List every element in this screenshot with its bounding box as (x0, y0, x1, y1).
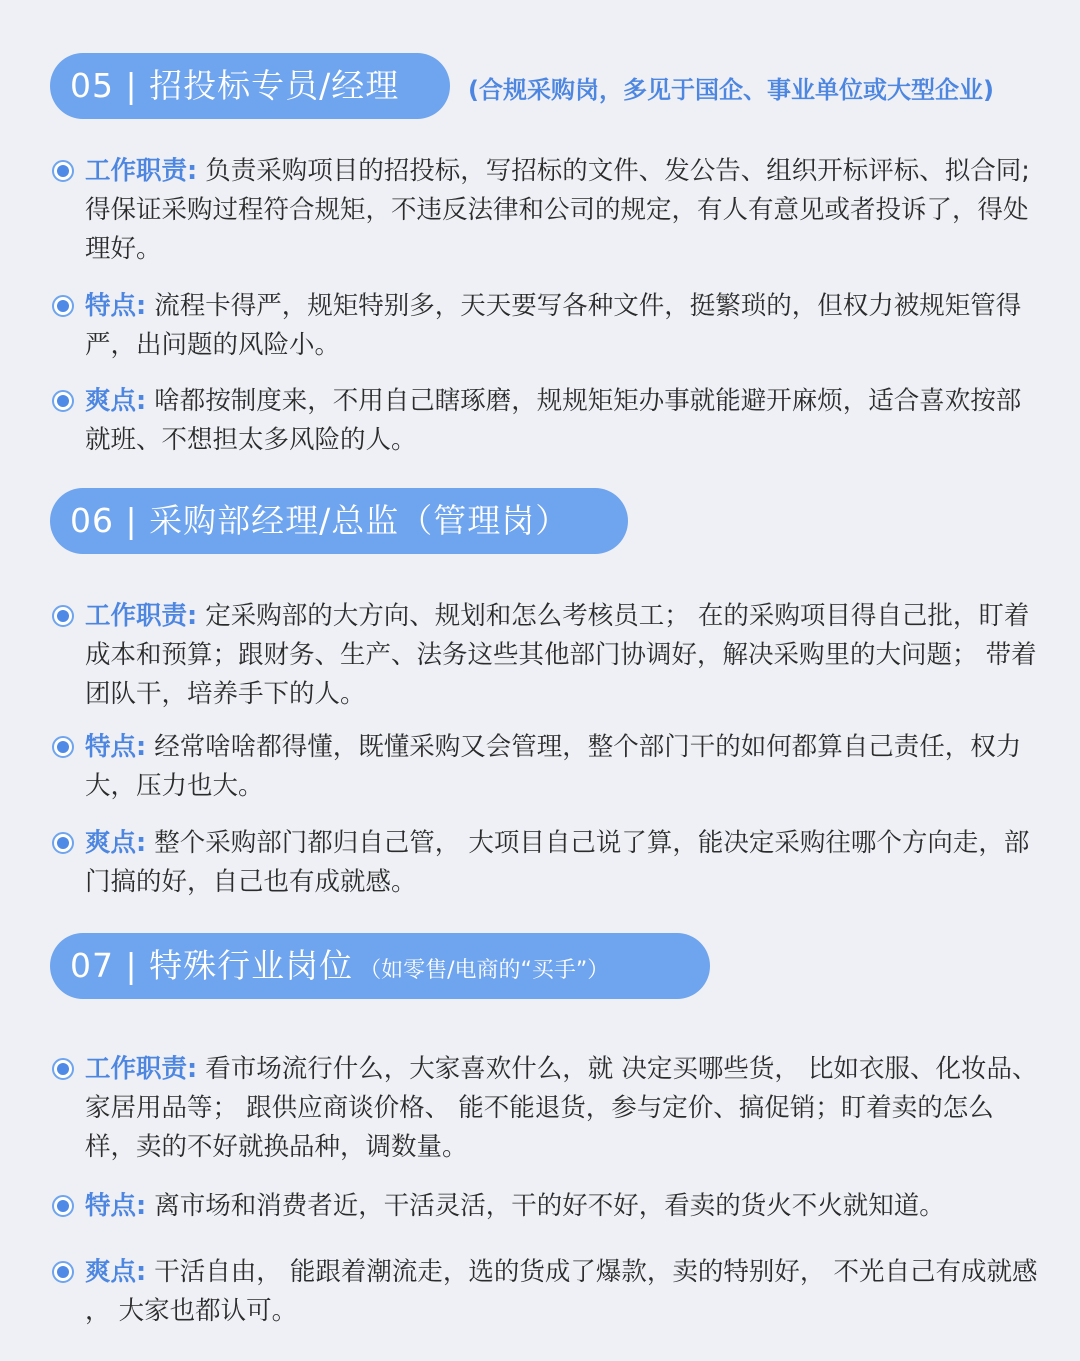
list-item-duty (52, 597, 1042, 714)
section-05-title: 05 | 招投标专员/经理 (70, 66, 400, 105)
list-item-feature (52, 287, 1042, 365)
bullet-icon (52, 295, 74, 317)
bullet-icon (52, 390, 74, 412)
list-item-text: 爽点: 干活自由， 能跟着潮流走，选的货成了爆款，卖的特别好， 不光自己有成就感 ， 大家也都认可。 (85, 1257, 1038, 1326)
list-item-feature (52, 1187, 1042, 1226)
list-item-text: 特点: 经常啥啥都得懂，既懂采购又会管理，整个部门干的如何都算自己责任，权力大，压力也大。 (85, 732, 1022, 801)
bullet-icon (52, 605, 74, 627)
bullet-icon (52, 1261, 74, 1283)
section-05-header (50, 53, 450, 119)
list-item-duty (52, 152, 1042, 269)
list-item-text: 爽点: 整个采购部门都归自己管， 大项目自己说了算，能决定采购往哪个方向走，部门搞的好，自己也有成就感。 (85, 828, 1030, 897)
list-item-duty (52, 1050, 1042, 1167)
list-item-text: 工作职责: 定采购部的大方向、规划和怎么考核员工； 在的采购项目得自己批，盯着成本和预算；跟财务、生产、法务这些其他部门协调好，解决采购里的大问题； 带着团队干，培养手下的人。 (85, 601, 1037, 709)
list-item-text: 工作职责: 看市场流行什么，大家喜欢什么，就 决定买哪些货， 比如衣服、化妆品、家居用品等； 跟供应商谈价格、 能不能退货，参与定价、搞促销；盯着卖的怎么样，卖的不好就换品种，调数量。 (85, 1054, 1038, 1162)
list-item-highlight (52, 382, 1042, 460)
bullet-icon (52, 736, 74, 758)
section-06-title: 06 | 采购部经理/总监（管理岗） (70, 501, 570, 540)
bullet-icon (52, 1058, 74, 1080)
list-item-text: 特点: 流程卡得严，规矩特别多，天天要写各种文件，挺繁琐的，但权力被规矩管得严，出问题的风险小。 (85, 291, 1022, 360)
section-06-header (50, 488, 628, 554)
list-item-highlight (52, 1253, 1042, 1331)
bullet-icon (52, 832, 74, 854)
bullet-icon (52, 160, 74, 182)
list-item-text: 爽点: 啥都按制度来，不用自己瞎琢磨，规规矩矩办事就能避开麻烦，适合喜欢按部就班、不想担太多风险的人。 (85, 386, 1022, 455)
section-07-header (50, 933, 710, 999)
section-07-subtitle: （如零售/电商的“买手”） (359, 958, 610, 983)
section-05-note: (合规采购岗，多见于国企、事业单位或大型企业) (468, 76, 994, 104)
section-07-title: 07 | 特殊行业岗位 (70, 946, 354, 985)
bullet-icon (52, 1195, 74, 1217)
list-item-text: 工作职责: 负责采购项目的招投标，写招标的文件、发公告、组织开标评标、拟合同;得保证采购过程符合规矩，不违反法律和公司的规定，有人有意见或者投诉了，得处理好。 (85, 156, 1030, 264)
list-item-text: 特点: 离市场和消费者近，干活灵活，干的好不好，看卖的货火不火就知道。 (85, 1191, 945, 1221)
list-item-highlight (52, 824, 1042, 902)
list-item-feature (52, 728, 1042, 806)
